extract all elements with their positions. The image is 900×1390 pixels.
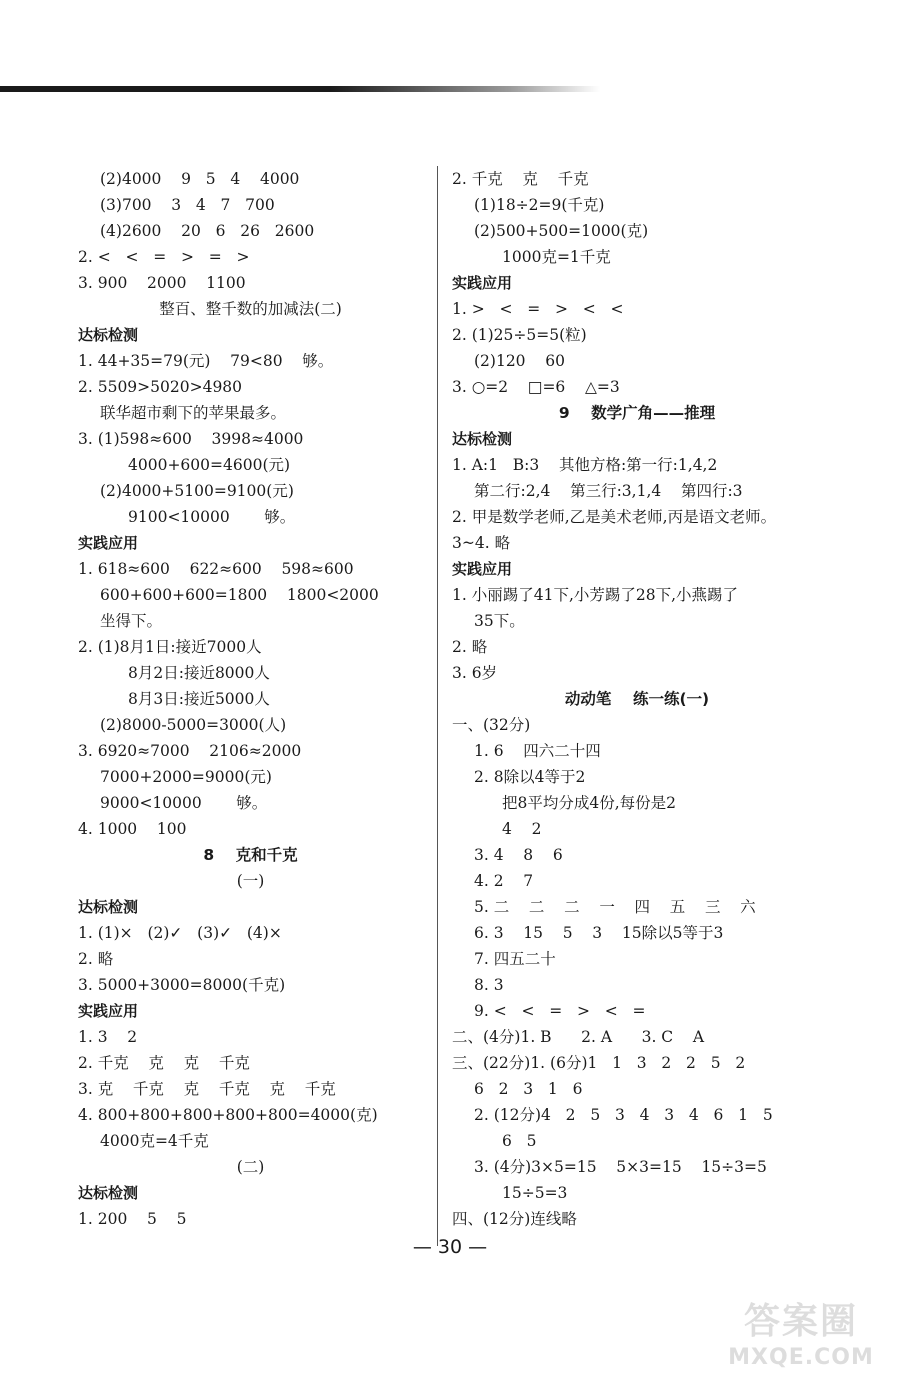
answer-line: 1. > < = > < < xyxy=(452,300,624,318)
answer-line: 3. 6岁 xyxy=(452,664,498,682)
section-title: 动动笔 练一练(一) xyxy=(564,690,710,708)
answer-line: 9. < < = > < = xyxy=(474,1002,646,1020)
header-rule xyxy=(0,86,600,92)
section-heading: 实践应用 xyxy=(78,1002,139,1020)
answer-line: 2. < < = > = > xyxy=(78,248,250,266)
answer-line: 1. A:1 B:3 其他方格:第一行:1,4,2 xyxy=(452,456,718,474)
answer-line: (2)8000-5000=3000(人) xyxy=(100,716,287,734)
answer-line: 3. 4 8 6 xyxy=(474,846,563,864)
answer-line: 7. 四五二十 xyxy=(474,950,556,968)
answer-line: 第二行:2,4 第三行:3,1,4 第四行:3 xyxy=(474,482,743,500)
answer-line: 4000+600=4600(元) xyxy=(128,456,291,474)
section-heading: 实践应用 xyxy=(452,274,513,292)
section-subtitle: (一) xyxy=(236,872,265,890)
answer-line: 联华超市剩下的苹果最多。 xyxy=(100,404,287,422)
watermark-logo xyxy=(716,1300,886,1380)
answer-line: (4)2600 20 6 26 2600 xyxy=(100,222,315,240)
section-heading: 达标检测 xyxy=(78,1184,139,1202)
answer-line: 4 2 xyxy=(502,820,542,838)
answer-line: (2)4000+5100=9100(元) xyxy=(100,482,294,500)
answer-line: 1000克=1千克 xyxy=(502,248,611,266)
answer-line: (2)500+500=1000(克) xyxy=(474,222,649,240)
answer-line: 2. 5509>5020>4980 xyxy=(78,378,243,396)
answer-line: (3)700 3 4 7 700 xyxy=(100,196,275,214)
section-heading: 实践应用 xyxy=(78,534,139,552)
answer-line: 15÷5=3 xyxy=(502,1184,568,1202)
watermark-url: MXQE.COM xyxy=(728,1345,874,1370)
answer-line: 3~4. 略 xyxy=(452,534,511,552)
answer-line: 四、(12分)连线略 xyxy=(452,1210,577,1228)
section-heading: 达标检测 xyxy=(452,430,513,448)
answer-line: 1. 6 四六二十四 xyxy=(474,742,601,760)
answer-line: (2)120 60 xyxy=(474,352,565,370)
right-answer-column xyxy=(452,166,822,1232)
answer-line: 6. 3 15 5 3 15除以5等于3 xyxy=(474,924,724,942)
section-subtitle: 整百、整千数的加减法(二) xyxy=(159,300,342,318)
section-heading: 达标检测 xyxy=(78,898,139,916)
answer-line: 2. 略 xyxy=(78,950,114,968)
answer-line: 1. (1)× (2)✓ (3)✓ (4)× xyxy=(78,924,282,942)
answer-line: 1. 618≈600 622≈600 598≈600 xyxy=(78,560,354,578)
answer-line: 2. (1)8月1日:接近7000人 xyxy=(78,638,262,656)
answer-line: 1. 200 5 5 xyxy=(78,1210,187,1228)
answer-line: 把8平均分成4份,每份是2 xyxy=(502,794,677,812)
answer-line: 9000<10000 够。 xyxy=(100,794,268,812)
answer-line: 3. 5000+3000=8000(千克) xyxy=(78,976,286,994)
answer-line: 二、(4分)1. B 2. A 3. C A xyxy=(452,1028,705,1046)
answer-line: 5. 二 二 二 一 四 五 三 六 xyxy=(474,898,756,916)
answer-line: 4. 2 7 xyxy=(474,872,534,890)
answer-line: 8. 3 xyxy=(474,976,504,994)
answer-line: 35下。 xyxy=(474,612,525,630)
answer-line: (1)18÷2=9(千克) xyxy=(474,196,605,214)
page-number: — 30 — xyxy=(412,1236,488,1258)
answer-line: (2)4000 9 5 4 4000 xyxy=(100,170,300,188)
answer-line: 2. 略 xyxy=(452,638,488,656)
answer-line: 1. 小丽踢了41下,小芳踢了28下,小燕踢了 xyxy=(452,586,739,604)
answer-line: 4. 1000 100 xyxy=(78,820,187,838)
answer-line: 2. 千克 克 千克 xyxy=(452,170,589,188)
answer-line: 2. (1)25÷5=5(粒) xyxy=(452,326,587,344)
answer-line: 3. 克 千克 克 千克 克 千克 xyxy=(78,1080,336,1098)
answer-line: 1. 44+35=79(元) 79<80 够。 xyxy=(78,352,334,370)
answer-line: 3. 900 2000 1100 xyxy=(78,274,246,292)
answer-line: 三、(22分)1. (6分)1 1 3 2 2 5 2 xyxy=(452,1054,746,1072)
section-heading: 达标检测 xyxy=(78,326,139,344)
section-subtitle: (二) xyxy=(236,1158,265,1176)
answer-line: 3. ○=2 □=6 △=3 xyxy=(452,378,620,396)
answer-line: 600+600+600=1800 1800<2000 xyxy=(100,586,379,604)
watermark-title: 答案圈 xyxy=(743,1301,858,1342)
answer-line: 1. 3 2 xyxy=(78,1028,138,1046)
answer-line: 2. (12分)4 2 5 3 4 3 4 6 1 5 xyxy=(474,1106,773,1124)
answer-line: 4000克=4千克 xyxy=(100,1132,209,1150)
answer-line: 7000+2000=9000(元) xyxy=(100,768,272,786)
section-title: 9 数学广角——推理 xyxy=(558,404,716,422)
answer-line: 3. (4分)3×5=15 5×3=15 15÷3=5 xyxy=(474,1158,767,1176)
answer-line: 3. 6920≈7000 2106≈2000 xyxy=(78,742,302,760)
answer-line: 2. 8除以4等于2 xyxy=(474,768,586,786)
answer-line: 2. 千克 克 克 千克 xyxy=(78,1054,250,1072)
left-answer-column xyxy=(78,166,423,1232)
answer-line: 坐得下。 xyxy=(100,612,163,630)
answer-line: 3. (1)598≈600 3998≈4000 xyxy=(78,430,304,448)
section-title: 8 克和千克 xyxy=(203,846,298,864)
answer-line: 4. 800+800+800+800+800=4000(克) xyxy=(78,1106,378,1124)
answer-line: 一、(32分) xyxy=(452,716,531,734)
answer-line: 6 5 xyxy=(502,1132,537,1150)
answer-line: 8月2日:接近8000人 xyxy=(128,664,270,682)
answer-line: 8月3日:接近5000人 xyxy=(128,690,270,708)
answer-line: 9100<10000 够。 xyxy=(128,508,296,526)
answer-line: 2. 甲是数学老师,乙是美术老师,丙是语文老师。 xyxy=(452,508,777,526)
answer-line: 6 2 3 1 6 xyxy=(474,1080,583,1098)
section-heading: 实践应用 xyxy=(452,560,513,578)
column-divider xyxy=(437,166,438,1246)
